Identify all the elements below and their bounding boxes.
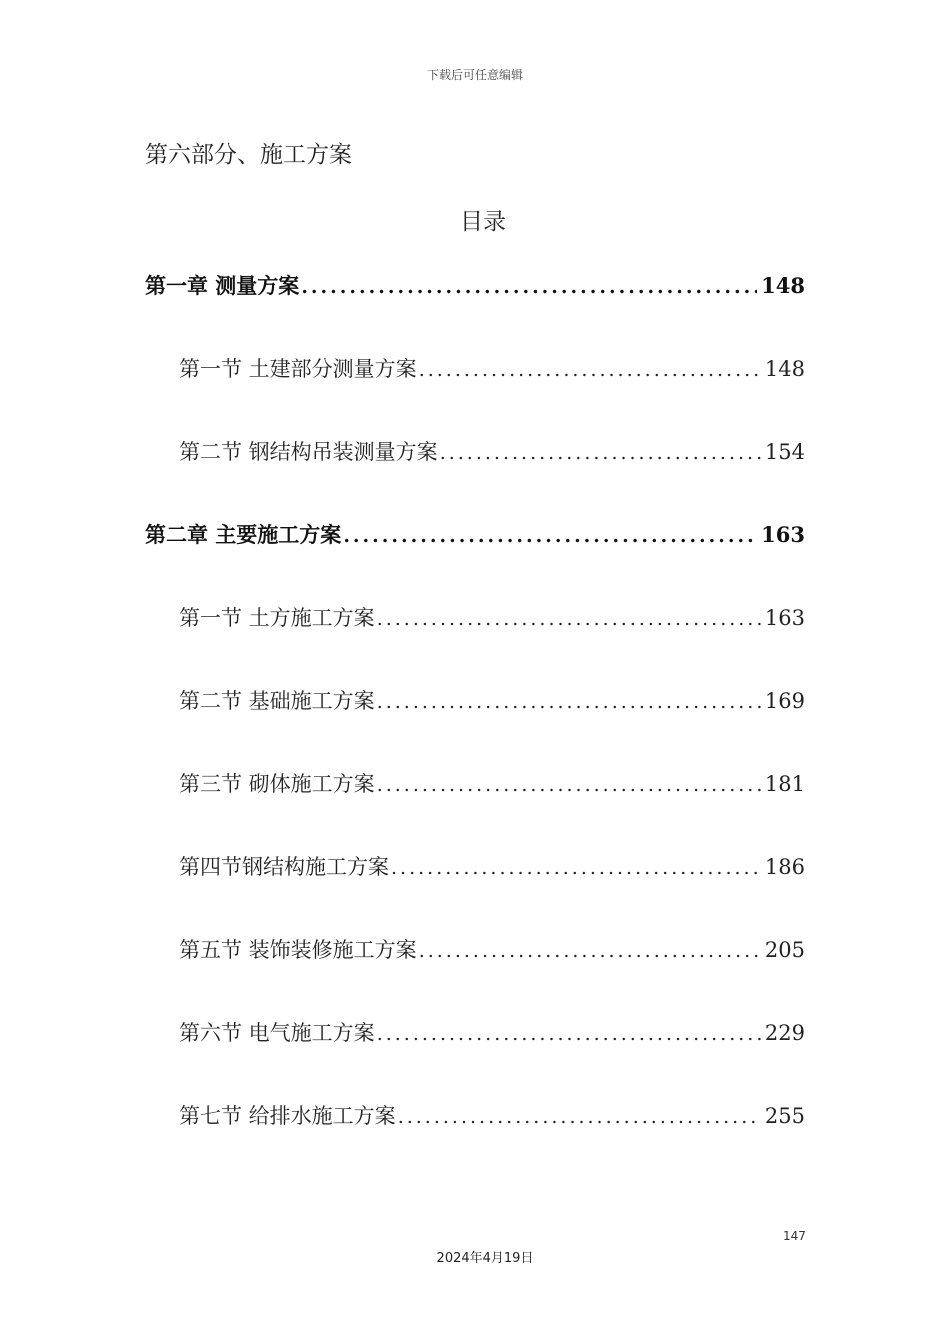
dot-leader (419, 359, 761, 381)
toc-entry-section[interactable] (179, 768, 805, 798)
dot-leader (377, 608, 761, 630)
dot-leader (377, 691, 761, 713)
toc-entry-page: 154 (764, 440, 805, 464)
part-title: 第六部分、施工方案 (145, 142, 352, 168)
footer-date: 2024年4月19日 (436, 1251, 534, 1266)
toc-entry-page: 163 (764, 606, 805, 630)
toc-entry-section[interactable] (179, 851, 805, 881)
dot-leader (377, 1023, 761, 1045)
page-number: 147 (783, 1229, 806, 1243)
dot-leader (391, 857, 761, 879)
toc-entry-page: 148 (761, 273, 805, 298)
toc-entry-page: 255 (764, 1104, 805, 1128)
toc-entry-label: 第二节 钢结构吊装测量方案 (179, 440, 438, 464)
toc-entry-page: 181 (764, 772, 805, 796)
dot-leader (398, 1106, 761, 1128)
dot-leader (343, 525, 757, 547)
dot-leader (419, 940, 761, 962)
toc-entry-label: 第一节 土方施工方案 (179, 606, 375, 630)
toc-title: 目录 (460, 209, 506, 235)
toc-entry-label: 第四节钢结构施工方案 (179, 855, 389, 879)
toc-entry-page: 186 (764, 855, 805, 879)
toc-entry-page: 229 (764, 1021, 805, 1045)
toc-entry-section[interactable] (179, 1017, 805, 1047)
toc-entry-section[interactable] (179, 353, 805, 383)
toc-entry-label: 第六节 电气施工方案 (179, 1021, 375, 1045)
toc-entry-section[interactable] (179, 685, 805, 715)
toc-entry-label: 第五节 装饰装修施工方案 (179, 938, 417, 962)
toc-entry-label: 第二节 基础施工方案 (179, 689, 375, 713)
toc-entry-label: 第一章 测量方案 (145, 273, 300, 298)
dot-leader (440, 442, 761, 464)
toc-entry-page: 169 (764, 689, 805, 713)
toc-entry-page: 205 (764, 938, 805, 962)
header-note: 下载后可任意编辑 (426, 68, 523, 82)
toc-entry-section[interactable] (179, 436, 805, 466)
toc-entry-section[interactable] (179, 934, 805, 964)
dot-leader (301, 276, 757, 298)
toc-entry-label: 第三节 砌体施工方案 (179, 772, 375, 796)
toc-entry-page: 163 (761, 522, 805, 547)
toc-entry-page: 148 (764, 357, 805, 381)
toc-entry-label: 第二章 主要施工方案 (145, 522, 342, 547)
toc-entry-chapter-2[interactable] (145, 519, 805, 549)
toc-entry-section[interactable] (179, 1100, 805, 1130)
toc-entry-chapter-1[interactable] (145, 270, 805, 300)
dot-leader (377, 774, 761, 796)
toc-entry-label: 第七节 给排水施工方案 (179, 1104, 396, 1128)
toc-entry-section[interactable] (179, 602, 805, 632)
toc-entry-label: 第一节 土建部分测量方案 (179, 357, 417, 381)
